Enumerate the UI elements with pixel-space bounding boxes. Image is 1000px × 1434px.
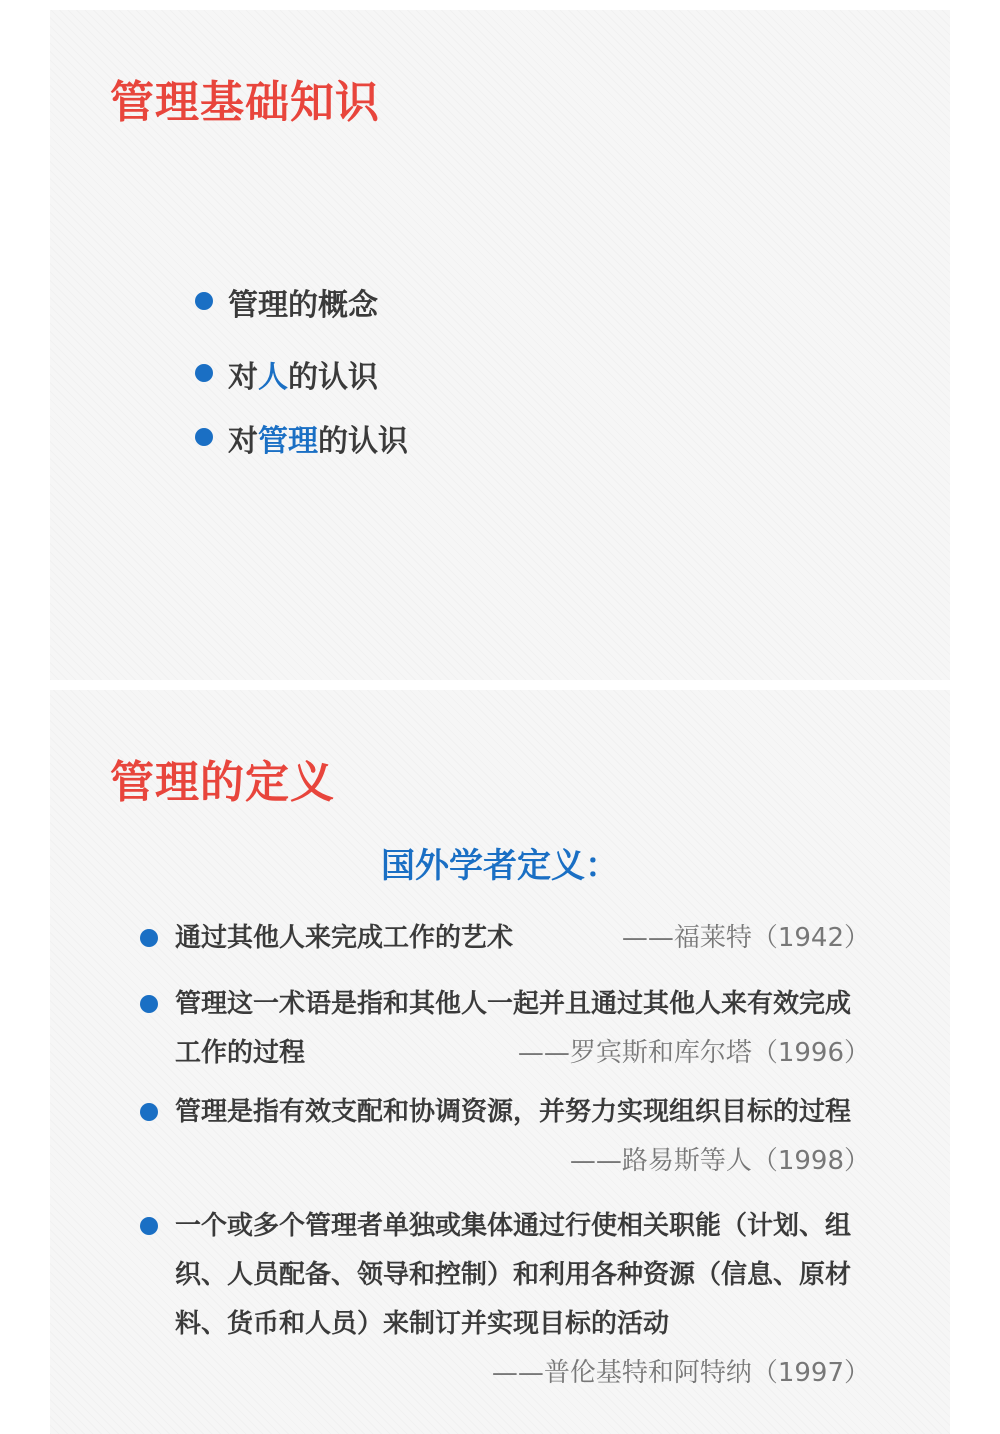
topic-label: 对人的认识: [228, 360, 378, 395]
section-subtitle: 国外学者定义：: [381, 846, 619, 886]
definition-citation: ——普伦基特和阿特纳（1997）: [491, 1358, 870, 1388]
bullet-dot-icon: [195, 364, 213, 382]
definition-citation: ——福莱特（1942）: [621, 923, 870, 953]
definition-citation: ——路易斯等人（1998）: [569, 1146, 870, 1176]
definition-text: 管理这一术语是指和其他人一起并且通过其他人来有效完成工作的过程: [175, 989, 852, 1068]
slide-title: 管理的定义: [110, 757, 335, 808]
slide-title: 管理基础知识: [110, 77, 380, 128]
definition-text: 管理是指有效支配和协调资源，并努力实现组织目标的过程: [175, 1097, 852, 1127]
bullet-dot-icon: [140, 995, 158, 1013]
definition-citation: ——罗宾斯和库尔塔（1996）: [517, 1038, 870, 1068]
bullet-dot-icon: [140, 1103, 158, 1121]
bullet-dot-icon: [195, 428, 213, 446]
highlight-word: 人: [258, 360, 288, 395]
definition-text: 一个或多个管理者单独或集体通过行使相关职能（计划、组织、人员配备、领导和控制）和利用各种资源（信息、原材料、货币和人员）来制订并实现目标的活动: [175, 1211, 852, 1339]
topic-label: 管理的概念: [228, 288, 378, 323]
bullet-dot-icon: [195, 292, 213, 310]
slide-basics: [50, 10, 950, 680]
slide-definition: [50, 690, 950, 1434]
definition-text: 通过其他人来完成工作的艺术: [175, 923, 514, 953]
topic-label: 对管理的认识: [228, 424, 408, 459]
bullet-dot-icon: [140, 929, 158, 947]
bullet-dot-icon: [140, 1217, 158, 1235]
highlight-word: 管理: [258, 424, 318, 459]
